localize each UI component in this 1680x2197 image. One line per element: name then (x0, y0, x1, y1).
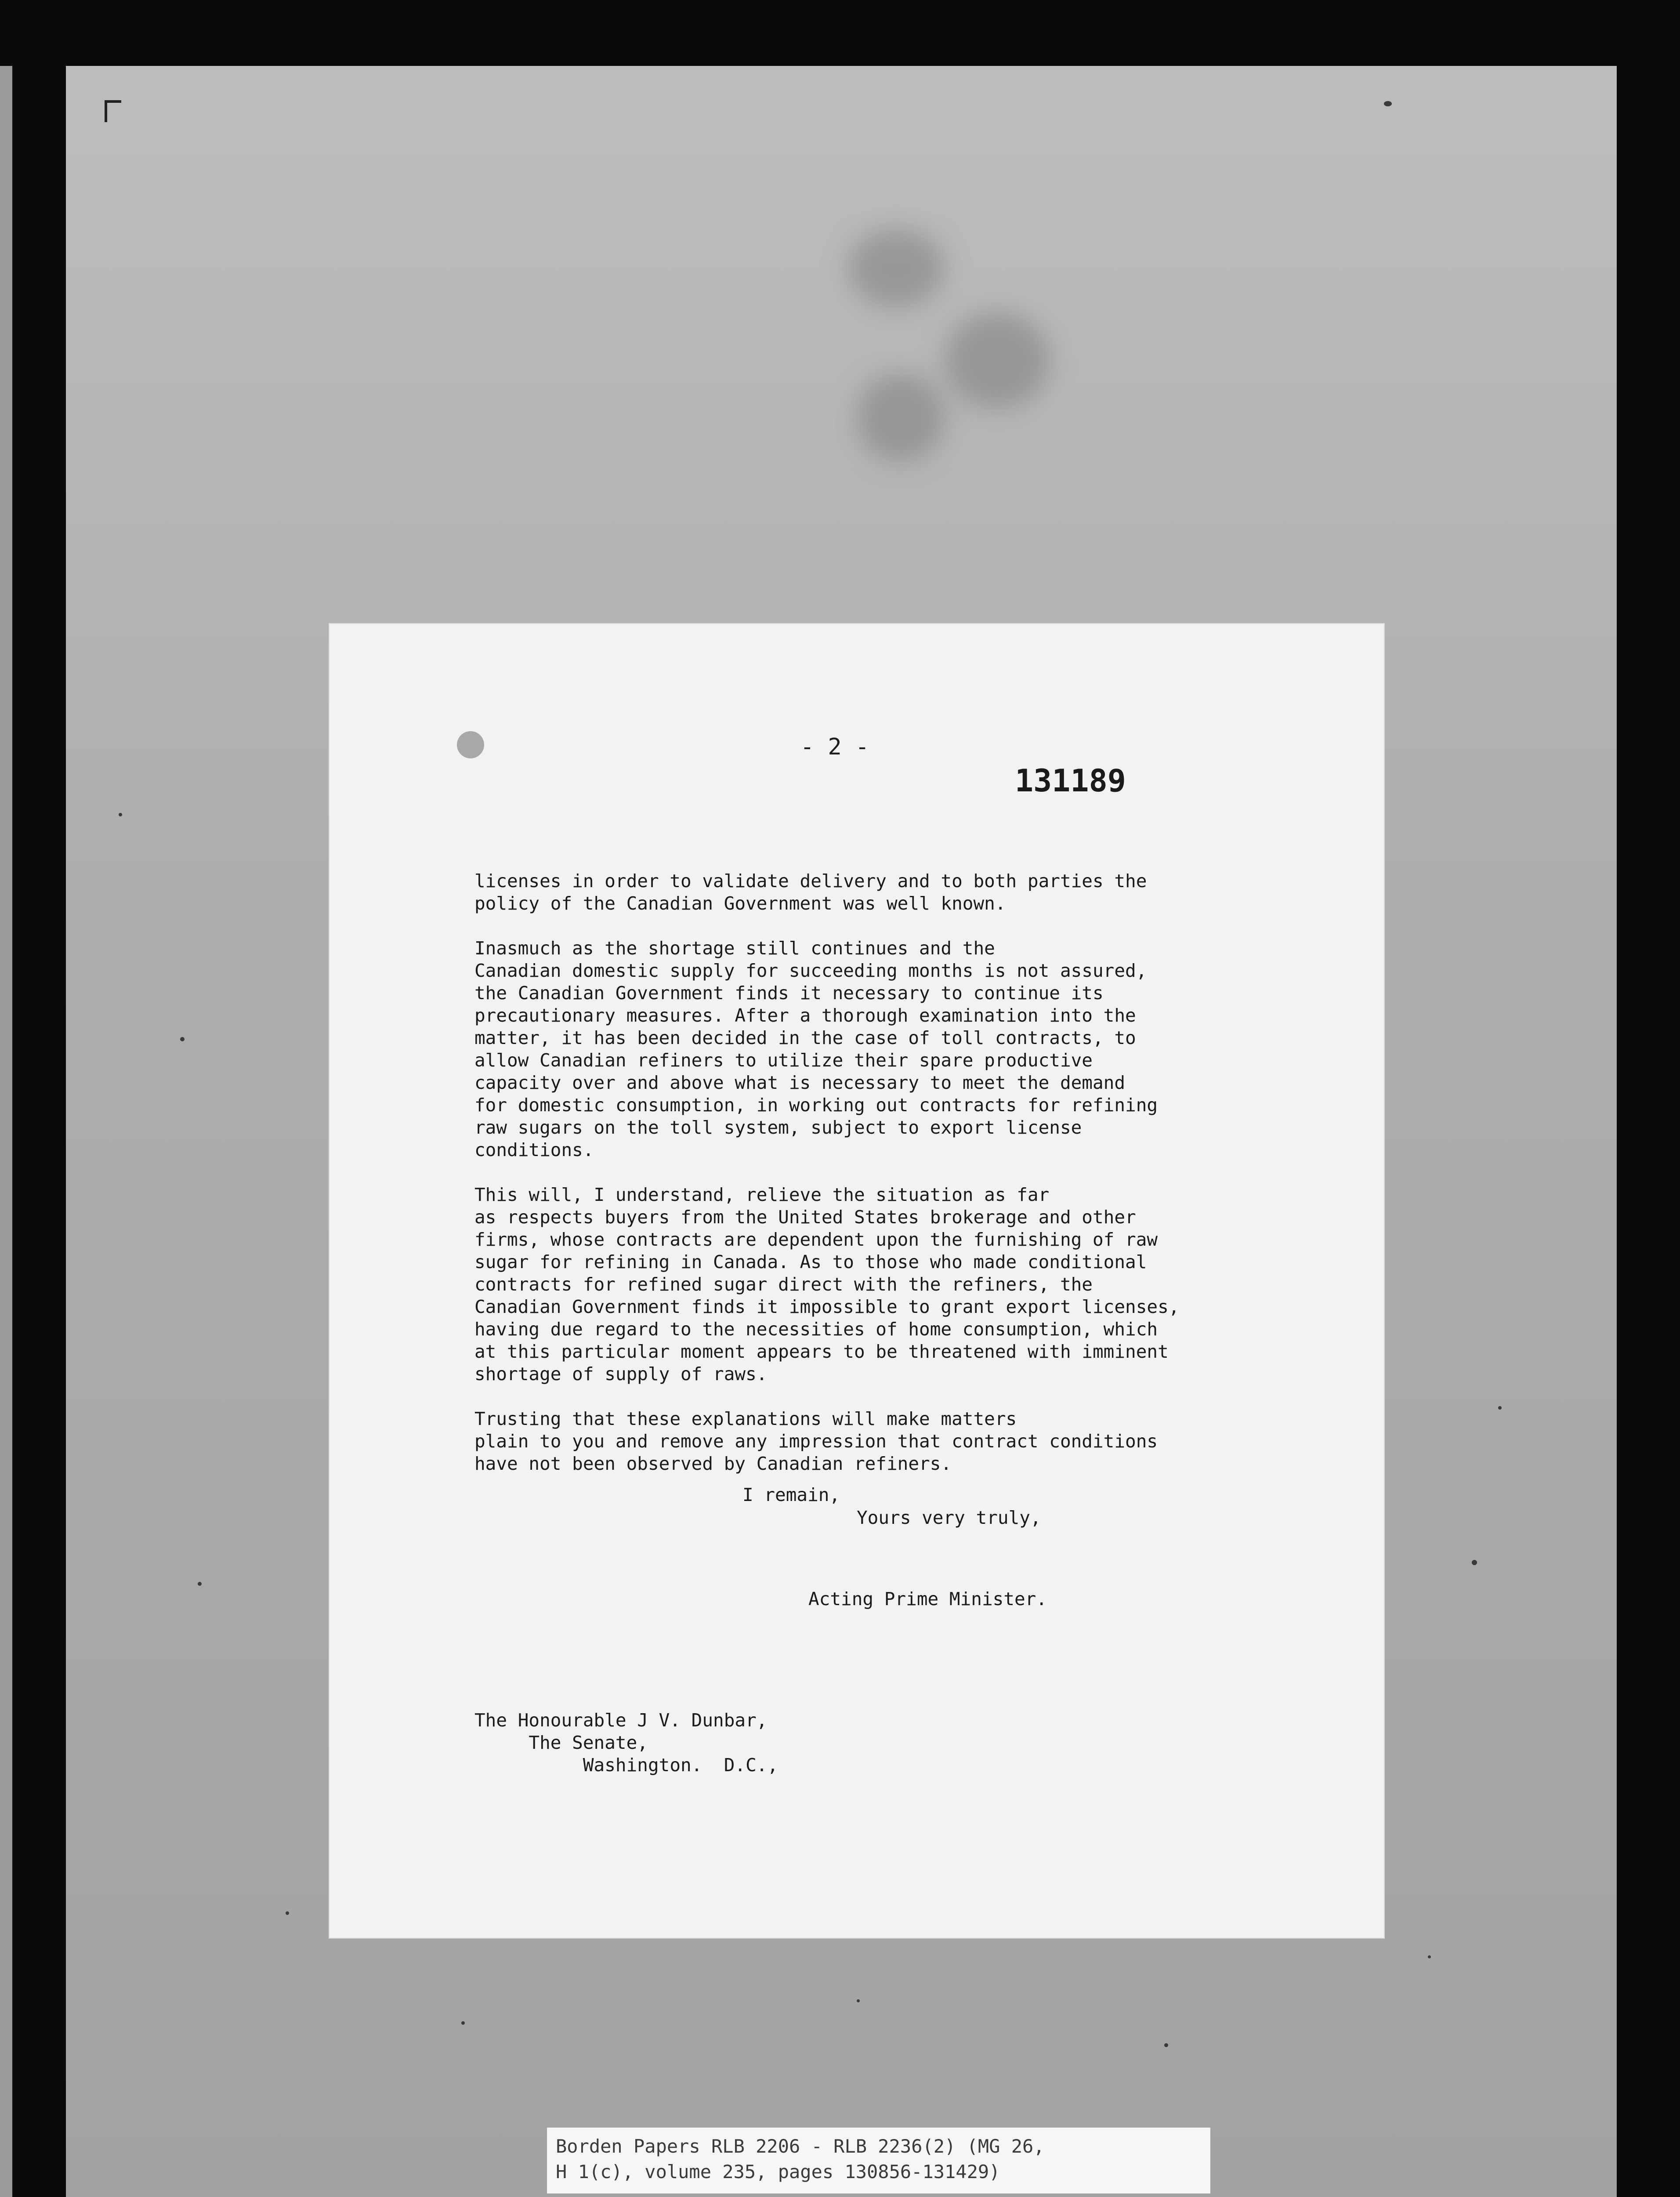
recipient-address: The Honourable J V. Dunbar, The Senate, Washington. D.C., (474, 1710, 778, 1776)
signatory-title: Acting Prime Minister. (808, 1588, 1047, 1610)
paragraph: Trusting that these explanations will make matters plain to you and remove any impression that contract conditions have not been observed by Canadian refiners. (474, 1408, 1158, 1474)
film-edge (0, 66, 12, 2197)
corner-registration-mark (105, 100, 121, 122)
paragraph: licenses in order to validate delivery and to both parties the policy of the Canadian Government was well known. (474, 870, 1147, 914)
punch-hole (457, 731, 484, 758)
paragraph: This will, I understand, relieve the situation as far as respects buyers from the United States brokerage and other firms, whose contracts are dependent upon the furnishing of raw sugar for refining in Canada. As to those who made conditional contracts for refined sugar direct with the refiners, the Canadian Government finds it impossible to grant export licenses, having due regard to the necessities of home consumption, which at this particular moment appears to be threatened with imminent shortage of supply of raws. (474, 1184, 1180, 1385)
sign-off: Yours very truly, (857, 1507, 1041, 1528)
citation-label (547, 2128, 1210, 2193)
document-id-stamp: 131189 (1015, 763, 1126, 799)
citation-line: Borden Papers RLB 2206 - RLB 2236(2) (MG 26, (556, 2135, 1045, 2157)
paragraph: Inasmuch as the shortage still continues and the Canadian domestic supply for succeeding months is not assured, the Canadian Government finds it necessary to continue its precautionary measures. After a thorough examination into the matter, it has been decided in the case of toll contracts, to allow Canadian refiners to utilize their spare productive capacity over and above what is necessary to meet the demand for domestic consumption, in working out contracts for refining raw sugars on the toll system, subject to export license conditions. (474, 938, 1158, 1160)
citation-line: H 1(c), volume 235, pages 130856-131429) (556, 2161, 1000, 2182)
letter-body (474, 870, 1353, 1497)
page-number: - 2 - (800, 734, 869, 760)
closing-line: I remain, (742, 1484, 840, 1505)
typed-letter-page (329, 624, 1384, 1938)
